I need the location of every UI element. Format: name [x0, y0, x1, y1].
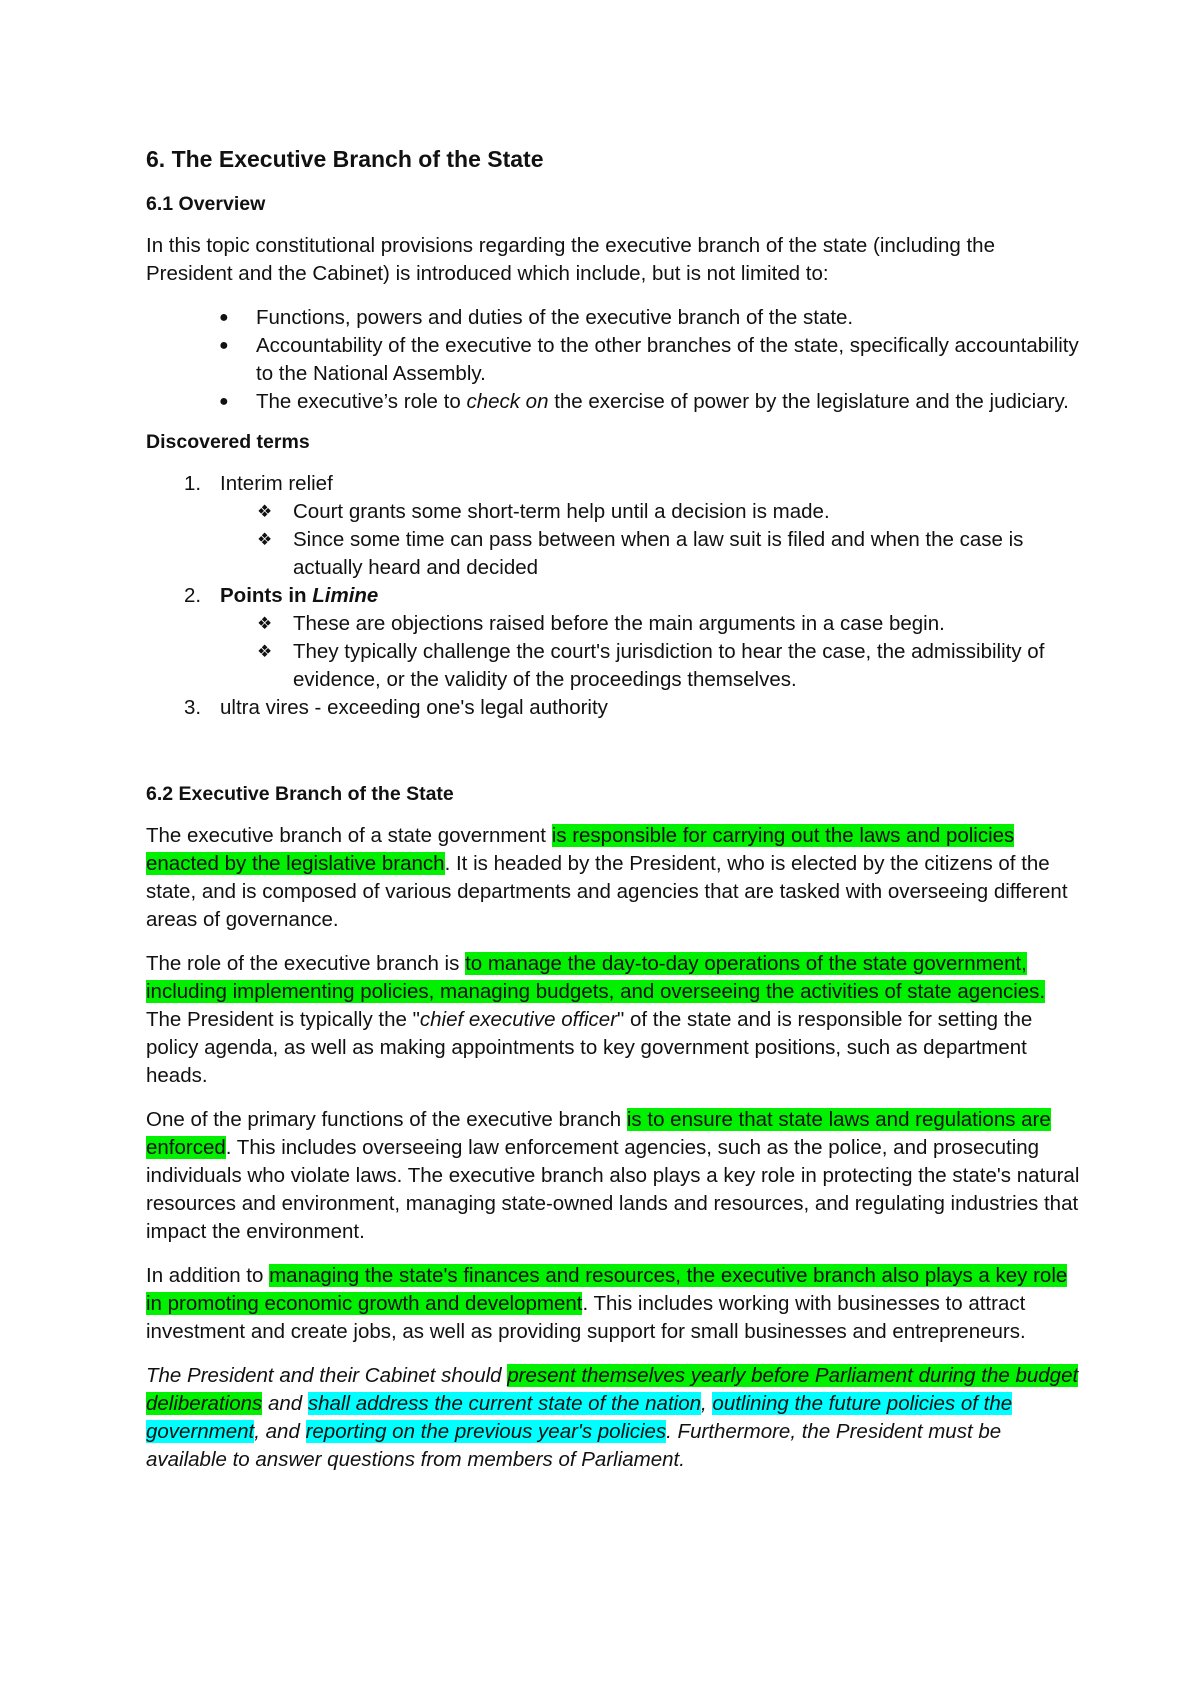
paragraph-2 [146, 950, 1080, 1090]
list-item [220, 610, 1080, 638]
four-diamond-icon: ❖ [257, 614, 273, 633]
paragraph-5 [146, 1362, 1080, 1474]
paragraph-text: One of the primary functions of the executive branch [146, 1108, 627, 1131]
paragraph-text: The executive branch of a state government [146, 824, 552, 847]
paragraph-text: . Furthermore, the President must be available to answer questions from members of Parliament. [146, 1420, 1002, 1471]
overview-intro: In this topic constitutional provisions regarding the executive branch of the state (including the President and the Cabinet) is introduced which include, but is not limited to: [146, 234, 995, 285]
highlight-cyan: shall address the current state of the nation [307, 1392, 702, 1415]
bullet-text-pre: The executive’s role to [256, 390, 467, 413]
paragraph-text: The President and their Cabinet should [146, 1364, 508, 1387]
bullet-dot-icon: ● [219, 309, 229, 326]
term-item [146, 470, 1080, 582]
four-diamond-icon: ❖ [257, 530, 273, 549]
four-diamond-icon: ❖ [257, 642, 273, 661]
term-number: 2. [184, 584, 202, 607]
paragraph-text: , and [254, 1420, 306, 1443]
bullet-text-italic: check on [466, 390, 549, 413]
highlight-green: is to ensure that state laws and regulations are enforced [146, 1108, 1051, 1159]
list-item [146, 332, 1080, 388]
paragraph-text: The President is typically the " [146, 1008, 420, 1031]
section-heading-overview: 6.1 Overview [146, 193, 266, 215]
section-heading-executive: 6.2 Executive Branch of the State [146, 783, 454, 805]
term-label: Interim relief [220, 472, 333, 495]
discovered-terms-list [146, 470, 1080, 722]
bullet-text: Functions, powers and duties of the executive branch of the state. [256, 306, 854, 329]
term-item [146, 582, 1080, 694]
list-item [220, 638, 1080, 694]
bullet-dot-icon: ● [219, 337, 229, 354]
highlight-green: present themselves yearly before Parliament during the budget deliberations [146, 1364, 1079, 1415]
sub-text: They typically challenge the court's jurisdiction to hear the case, the admissibility of evidence, or the validity of the proceedings themselves. [293, 640, 1045, 691]
paragraph-text: , [701, 1392, 713, 1415]
paragraph-text: . This includes overseeing law enforcement agencies, such as the police, and prosecuting individuals who violate laws. The executive branch also plays a key role in protecting the state's natural resources and environment, managing state-owned lands and resources, and regulating industries that impact the environment. [146, 1136, 1080, 1243]
paragraph-text: and [262, 1392, 308, 1415]
list-item [146, 304, 1080, 332]
discovered-terms-heading: Discovered terms [146, 431, 310, 453]
sub-text: Court grants some short-term help until a decision is made. [293, 500, 830, 523]
list-item [220, 526, 1080, 582]
list-item [146, 388, 1080, 416]
highlight-cyan: reporting on the previous year's policies [305, 1420, 667, 1443]
paragraph-4 [146, 1262, 1080, 1346]
paragraph-text: " of the state and is responsible for setting the policy agenda, as well as making appointments to key government positions, such as department heads. [146, 1008, 1033, 1087]
paragraph-text: The role of the executive branch is [146, 952, 466, 975]
highlight-green: managing the state's finances and resources, the executive branch also plays a key role in promoting economic growth and development [146, 1264, 1068, 1315]
term-number: 3. [184, 696, 202, 719]
paragraph-text: . This includes working with businesses to attract investment and create jobs, as well as providing support for small businesses and entrepreneurs. [146, 1292, 1026, 1343]
paragraph-text-italic: chief executive officer [419, 1008, 618, 1031]
section-spacer [146, 722, 1080, 780]
list-item [220, 498, 1080, 526]
paragraph-text: In addition to [146, 1264, 270, 1287]
term-label-italic: Limine [312, 584, 379, 607]
highlight-green: to manage the day-to-day operations of the state government, including implementing policies, managing budgets, and overseeing the activities of state agencies. [146, 952, 1046, 1003]
bullet-text-post: the exercise of power by the legislature and the judiciary. [548, 390, 1069, 413]
bullet-text: Accountability of the executive to the other branches of the state, specifically accountability to the National Assembly. [256, 334, 1079, 385]
term-label: Points in [220, 584, 313, 607]
sub-text: Since some time can pass between when a law suit is filed and when the case is actually heard and decided [293, 528, 1024, 579]
term-item [146, 694, 1080, 722]
highlight-cyan: outlining the future policies of the government [146, 1392, 1013, 1443]
four-diamond-icon: ❖ [257, 502, 273, 521]
paragraph-text: . It is headed by the President, who is elected by the citizens of the state, and is composed of various departments and agencies that are tasked with overseeing different areas of governance. [146, 852, 1068, 931]
sub-text: These are objections raised before the main arguments in a case begin. [293, 612, 945, 635]
page-title: 6. The Executive Branch of the State [146, 146, 544, 172]
term-sub-list [220, 498, 1080, 582]
paragraph-3 [146, 1106, 1080, 1246]
paragraph-1 [146, 822, 1080, 934]
highlight-green: is responsible for carrying out the laws and policies enacted by the legislative branch [146, 824, 1015, 875]
term-sub-list [220, 610, 1080, 694]
overview-bullet-list [146, 304, 1080, 416]
term-number: 1. [184, 472, 202, 495]
bullet-dot-icon: ● [219, 393, 229, 410]
term-label: ultra vires - exceeding one's legal authority [220, 696, 608, 719]
